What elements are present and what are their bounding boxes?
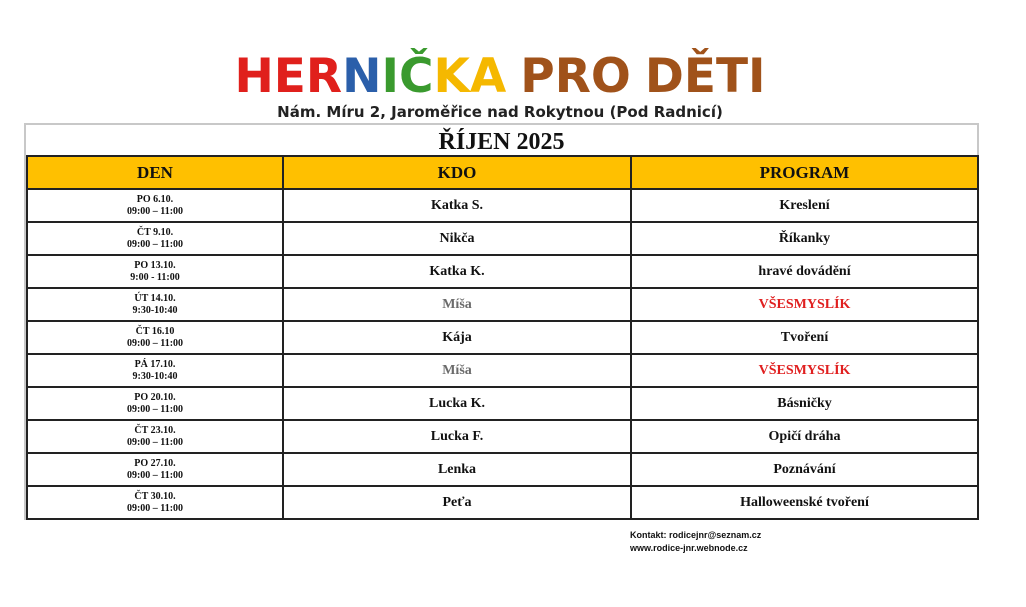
column-header-den: DEN: [27, 156, 283, 189]
title-letter: A: [469, 49, 507, 104]
day-label: PO 20.10.: [134, 391, 176, 403]
cell-kdo: Lucka F.: [283, 420, 631, 453]
time-label: 09:00 – 11:00: [126, 337, 184, 349]
title-letter: R: [305, 49, 343, 104]
title-letter: D: [644, 49, 684, 104]
title-letter: K: [433, 49, 470, 104]
title-letter: R: [554, 49, 591, 104]
time-label: 9:30-10:40: [132, 304, 178, 316]
time-label: 9:30-10:40: [132, 370, 178, 382]
cell-program: Tvoření: [631, 321, 978, 354]
table-row: [27, 354, 978, 387]
day-label: PO 13.10.: [134, 259, 176, 271]
cell-den: [27, 321, 283, 354]
page-title: [0, 48, 1000, 106]
table-row: [27, 453, 978, 486]
table-row: [27, 321, 978, 354]
day-label: ČT 16.10: [135, 325, 175, 337]
contact-website: www.rodice-jnr.webnode.cz: [630, 543, 748, 553]
table-row: [27, 288, 978, 321]
cell-kdo: Míša: [283, 288, 631, 321]
cell-den: [27, 288, 283, 321]
table-header-row: [27, 156, 978, 189]
title-letter: H: [234, 49, 274, 104]
title-letter: T: [715, 49, 749, 104]
month-heading: ŘÍJEN 2025: [438, 129, 565, 155]
cell-den: [27, 189, 283, 222]
day-label: ČT 9.10.: [136, 226, 174, 238]
cell-den: [27, 486, 283, 519]
cell-kdo: Nikča: [283, 222, 631, 255]
time-label: 09:00 – 11:00: [126, 403, 184, 415]
time-label: 09:00 – 11:00: [126, 436, 184, 448]
title-letter: I: [748, 49, 766, 104]
cell-program: VŠESMYSLÍK: [631, 288, 978, 321]
time-label: 09:00 – 11:00: [126, 205, 184, 217]
column-header-program: PROGRAM: [631, 156, 978, 189]
title-letter: Č: [398, 49, 434, 104]
day-label: ÚT 14.10.: [134, 292, 176, 304]
time-label: 9:00 - 11:00: [130, 271, 180, 283]
day-label: ČT 23.10.: [134, 424, 176, 436]
cell-kdo: Peťa: [283, 486, 631, 519]
cell-den: [27, 453, 283, 486]
table-row: [27, 222, 978, 255]
cell-program: VŠESMYSLÍK: [631, 354, 978, 387]
cell-den: [27, 420, 283, 453]
contact-email: Kontakt: rodicejnr@seznam.cz: [630, 530, 762, 540]
cell-kdo: Lenka: [283, 453, 631, 486]
day-label: ČT 30.10.: [134, 490, 176, 502]
title-letter: N: [342, 49, 382, 104]
cell-den: [27, 255, 283, 288]
contact-block: [630, 529, 761, 555]
cell-program: Kreslení: [631, 189, 978, 222]
cell-kdo: Katka K.: [283, 255, 631, 288]
time-label: 09:00 – 11:00: [126, 469, 184, 481]
schedule-table: [26, 155, 979, 520]
title-letter: I: [381, 49, 399, 104]
table-row: [27, 387, 978, 420]
cell-kdo: Katka S.: [283, 189, 631, 222]
cell-program: Opičí dráha: [631, 420, 978, 453]
cell-program: Básničky: [631, 387, 978, 420]
title-letter: E: [273, 49, 306, 104]
cell-den: [27, 387, 283, 420]
table-row: [27, 255, 978, 288]
cell-den: [27, 354, 283, 387]
time-label: 09:00 – 11:00: [126, 502, 184, 514]
title-letter: Ě: [683, 49, 716, 104]
schedule-body: [27, 189, 978, 519]
cell-kdo: Míša: [283, 354, 631, 387]
cell-program: Poznávání: [631, 453, 978, 486]
day-label: PO 6.10.: [136, 193, 174, 205]
table-row: [27, 420, 978, 453]
address-line: Nám. Míru 2, Jaroměřice nad Rokytnou (Pod Radnicí): [277, 103, 723, 121]
cell-program: Halloweenské tvoření: [631, 486, 978, 519]
cell-program: hravé dovádění: [631, 255, 978, 288]
cell-den: [27, 222, 283, 255]
column-header-kdo: KDO: [283, 156, 631, 189]
schedule-sheet: [24, 123, 979, 520]
table-row: [27, 189, 978, 222]
day-label: PÁ 17.10.: [134, 358, 176, 370]
table-row: [27, 486, 978, 519]
cell-kdo: Kája: [283, 321, 631, 354]
cell-kdo: Lucka K.: [283, 387, 631, 420]
title-letter: P: [520, 49, 555, 104]
time-label: 09:00 – 11:00: [126, 238, 184, 250]
day-label: PO 27.10.: [134, 457, 176, 469]
cell-program: Říkanky: [631, 222, 978, 255]
title-letter: O: [590, 49, 631, 104]
